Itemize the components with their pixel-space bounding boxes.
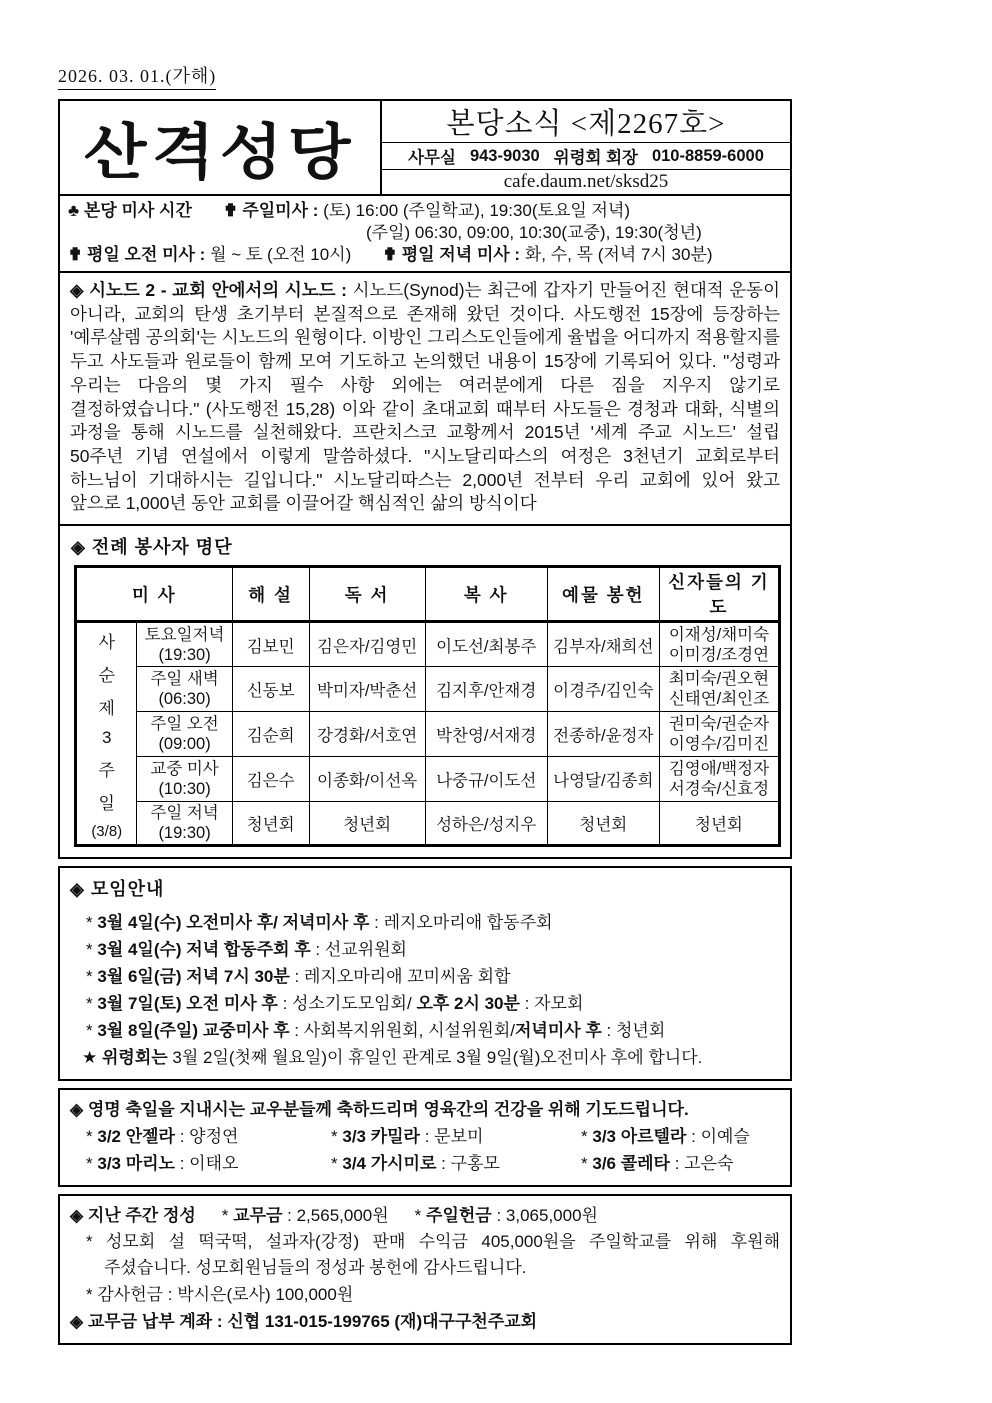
diamond-icon: ◈ xyxy=(70,1312,84,1332)
prayer-cell: 최미숙/권오현 신태연/최인조 xyxy=(659,667,779,712)
mass-times-line2 xyxy=(68,222,782,244)
parish-name: 산격성당 xyxy=(84,118,356,186)
sunday-mass-sunday: (주일) 06:30, 09:00, 10:30(교중), 19:30(청년) xyxy=(366,223,702,242)
commentator-cell: 청년회 xyxy=(232,802,309,846)
offerings-title: ◈ 지난 주간 정성 xyxy=(70,1206,196,1226)
acolyte-cell: 김지후/안재경 xyxy=(425,667,547,712)
list-item: * 3월 8일(주일) 교중미사 후 : 사회복지위원회, 시설위원회/저녁미사 후 : 청년회 xyxy=(86,1021,666,1041)
season-date: (3/8) xyxy=(91,822,123,840)
asterisk-marker: * xyxy=(86,1285,93,1305)
season-label-cell: 사 순 제 3 주 일 (3/8) xyxy=(76,622,137,846)
list-item: * 3월 6일(금) 저녁 7시 30분 : 레지오마리애 꼬미씨움 회합 xyxy=(86,967,511,987)
reader-cell: 청년회 xyxy=(309,802,425,846)
prayer-cell: 청년회 xyxy=(659,802,779,846)
account-line: ◈ 교무금 납부 계좌 : 신협 131-015-199765 (재)대구구천주교회 xyxy=(70,1312,538,1332)
memorial-society-label: 위령회 회장 xyxy=(553,149,638,167)
asterisk-marker: * xyxy=(86,1127,93,1147)
synod-article-body: 시노드(Synod)는 최근에 갑자기 만들어진 현대적 운동이 아니라, 교회의 탄생 초기부터 본질적으로 존재해 왔던 것이다. 사도행전 15장에 등장하는 '예루살렘 공의회'는 시노드의 원형이다. 이방인 그리스도인들에게 율법을 어디까지 적용할지를 두고 사도들과 원로들이 함께 모여 기도하고 논의했던 내용이 15장에 기록되어 있다. "성령과 우리는 다음의 몇 가지 필수 사항 외에는 여러분에게 다른 짐을 지우지 않기로 결정하였습니다." (사도행전 15,28) 이와 같이 초대교회 때부터 사도들은 경청과 대화, 식별의 과정을 통해 시노드를 실천해왔다. 프란치스코 교황께서 2015년 '세계 주교 시노드' 설립 50주년 기념 연설에서 이렇게 말씀하셨다. "시노달리따스의 여정은 3천년기 교회로부터 하느님이 기대하시는 길입니다." 시노달리따스는 2,000년 전부터 우리 교회에 있어 왔고 앞으로 1,000년 동안 교회를 이끌어갈 핵심적인 삶의 방식이다 xyxy=(70,280,780,514)
servers-table-header-row xyxy=(76,567,780,622)
list-item: * 3/3 마리노 : 이태오 xyxy=(86,1154,239,1174)
asterisk-marker: * xyxy=(331,1154,338,1174)
thanks-note: * 성모회 설 떡국떡, 설과자(강정) 판매 수익금 405,000원을 주일학교를 위해 후원해 주셨습니다. 성모회원님들의 정성과 봉헌에 감사드립니다. xyxy=(86,1232,780,1278)
mass-times-label: 본당 미사 시간 xyxy=(83,201,192,220)
asterisk-marker: * xyxy=(86,913,93,933)
asterisk-marker: * xyxy=(86,1154,93,1174)
reader-cell: 이종화/이선옥 xyxy=(309,757,425,802)
issue-date-text: 2026. 03. 01.(가해) xyxy=(58,62,216,90)
sunday-offering-amount: * 주일헌금 : 3,065,000원 xyxy=(414,1206,598,1226)
commentator-cell: 신동보 xyxy=(232,667,309,712)
offerings-summary-line xyxy=(70,1202,780,1229)
commentator-cell: 김순희 xyxy=(232,712,309,757)
offerings-section xyxy=(58,1194,792,1345)
office-label: 사무실 xyxy=(408,149,456,167)
prayer-cell: 이재성/채미숙 이미경/조경연 xyxy=(659,622,779,667)
issue-date xyxy=(58,62,792,90)
col-header-acolyte: 복 사 xyxy=(425,567,547,622)
meetings-section-title: ◈ 모임안내 xyxy=(70,879,165,900)
diamond-icon: ◈ xyxy=(70,879,85,900)
offering-cell: 이경주/김인숙 xyxy=(547,667,659,712)
feast-row xyxy=(70,1123,780,1150)
prayer-cell: 김영애/백정자 서경숙/신효정 xyxy=(659,757,779,802)
cross-icon: ✟ xyxy=(223,201,238,220)
cafe-url: cafe.daum.net/sksd25 xyxy=(503,171,669,192)
servers-table xyxy=(74,565,781,847)
acolyte-cell: 이도선/최봉주 xyxy=(425,622,547,667)
list-item: * 3월 4일(수) 저녁 합동주회 후 : 선교위원회 xyxy=(86,940,407,960)
acolyte-cell: 박찬영/서재경 xyxy=(425,712,547,757)
servers-section-title: ◈ 전례 봉사자 명단 xyxy=(71,537,233,558)
asterisk-marker: * xyxy=(86,994,93,1014)
asterisk-marker: * xyxy=(86,1021,93,1041)
sunday-mass-saturday: (토) 16:00 (주일학교), 19:30(토요일 저녁) xyxy=(323,201,631,220)
office-phone: 943-9030 xyxy=(469,146,540,165)
asterisk-marker: * xyxy=(86,1232,93,1252)
offering-cell: 김부자/채희선 xyxy=(547,622,659,667)
feast-row xyxy=(70,1150,780,1177)
gyomu-amount: * 교무금 : 2,565,000원 xyxy=(221,1206,389,1226)
prayer-cell: 권미숙/권순자 이영수/김미진 xyxy=(659,712,779,757)
asterisk-marker: * xyxy=(221,1206,229,1226)
list-item: * 3월 7일(토) 오전 미사 후 : 성소기도모임회/ 오후 2시 30분 : 자모회 xyxy=(86,994,584,1014)
mass-name-cell: 주일 오전 (09:00) xyxy=(137,712,232,757)
asterisk-marker: * xyxy=(414,1206,422,1226)
commentator-cell: 김보민 xyxy=(232,622,309,667)
mass-times-line3 xyxy=(68,244,782,266)
bulletin-title: 본당소식 <제2267호> xyxy=(382,101,790,143)
list-item: * 3/3 카밀라 : 문보미 xyxy=(331,1127,484,1147)
weekday-evening-label: 평일 저녁 미사 : xyxy=(401,245,521,264)
table-row xyxy=(76,622,780,667)
diamond-icon: ◈ xyxy=(70,1100,84,1120)
asterisk-marker: * xyxy=(331,1127,338,1147)
col-header-mass: 미 사 xyxy=(76,567,233,622)
gratitude-offering: * 감사헌금 : 박시은(로사) 100,000원 xyxy=(86,1285,354,1305)
synod-article-title: 시노드 2 - 교회 안에서의 시노드 : xyxy=(89,280,347,300)
memorial-society-phone: 010-8859-6000 xyxy=(651,146,764,165)
col-header-offering: 예물 봉헌 xyxy=(547,567,659,622)
cross-icon: ✟ xyxy=(68,245,83,264)
col-header-reader: 독 서 xyxy=(309,567,425,622)
asterisk-marker: * xyxy=(581,1154,588,1174)
list-item: * 3/4 가시미로 : 구홍모 xyxy=(331,1154,500,1174)
meetings-section xyxy=(58,866,792,1081)
weekday-evening-times: 화, 수, 목 (저녁 7시 30분) xyxy=(524,245,713,264)
cross-icon: ✟ xyxy=(382,245,397,264)
servers-section xyxy=(58,526,792,859)
masthead-right xyxy=(382,101,790,194)
star-icon: ★ xyxy=(82,1048,98,1068)
offering-cell: 나영달/김종희 xyxy=(547,757,659,802)
acolyte-cell: 나중규/이도선 xyxy=(425,757,547,802)
parish-name-cell xyxy=(60,101,382,194)
bulletin-page xyxy=(58,62,792,1345)
offering-cell: 청년회 xyxy=(547,802,659,846)
commentator-cell: 김은수 xyxy=(232,757,309,802)
table-row xyxy=(76,712,780,757)
mass-name-cell: 주일 새벽 (06:30) xyxy=(137,667,232,712)
reader-cell: 김은자/김영민 xyxy=(309,622,425,667)
feast-days-title: ◈ 영명 축일을 지내시는 교우분들께 축하드리며 영육간의 건강을 위해 기도드립니다. xyxy=(70,1100,689,1120)
col-header-prayer: 신자들의 기도 xyxy=(659,567,779,622)
mass-name-cell: 주일 저녁 (19:30) xyxy=(137,802,232,846)
table-row xyxy=(76,757,780,802)
reader-cell: 강경화/서호연 xyxy=(309,712,425,757)
mass-name-cell: 교중 미사 (10:30) xyxy=(137,757,232,802)
col-header-commentator: 해 설 xyxy=(232,567,309,622)
asterisk-marker: * xyxy=(86,940,93,960)
mass-name-cell: 토요일저녁 (19:30) xyxy=(137,622,232,667)
sunday-mass-label: 주일미사 : xyxy=(242,201,319,220)
contact-row xyxy=(382,143,790,170)
acolyte-cell: 성하은/성지우 xyxy=(425,802,547,846)
list-item: * 3/2 안젤라 : 양정연 xyxy=(86,1127,239,1147)
reader-cell: 박미자/박춘선 xyxy=(309,667,425,712)
feast-days-section xyxy=(58,1088,792,1187)
diamond-icon: ◈ xyxy=(71,537,86,558)
mass-times-section xyxy=(58,196,792,273)
synod-article xyxy=(58,273,792,526)
diamond-icon: ◈ xyxy=(70,280,84,300)
mass-times-line1 xyxy=(68,200,782,222)
diamond-icon: ◈ xyxy=(70,1206,84,1226)
list-item: ★ 위령회는 3월 2일(첫째 월요일)이 휴일인 관계로 3월 9일(월)오전미사 후에 합니다. xyxy=(82,1048,703,1068)
weekday-morning-label: 평일 오전 미사 : xyxy=(86,245,206,264)
list-item: * 3월 4일(수) 오전미사 후/ 저녁미사 후 : 레지오마리애 합동주회 xyxy=(86,913,553,933)
club-icon: ♣ xyxy=(68,201,80,220)
offering-cell: 전종하/윤정자 xyxy=(547,712,659,757)
list-item: * 3/3 아르텔라 : 이예슬 xyxy=(581,1127,750,1147)
table-row xyxy=(76,667,780,712)
masthead xyxy=(58,99,792,196)
list-item: * 3/6 콜레타 : 고은숙 xyxy=(581,1154,734,1174)
asterisk-marker: * xyxy=(86,967,93,987)
asterisk-marker: * xyxy=(581,1127,588,1147)
table-row xyxy=(76,802,780,846)
weekday-morning-times: 월 ~ 토 (오전 10시) xyxy=(210,245,352,264)
